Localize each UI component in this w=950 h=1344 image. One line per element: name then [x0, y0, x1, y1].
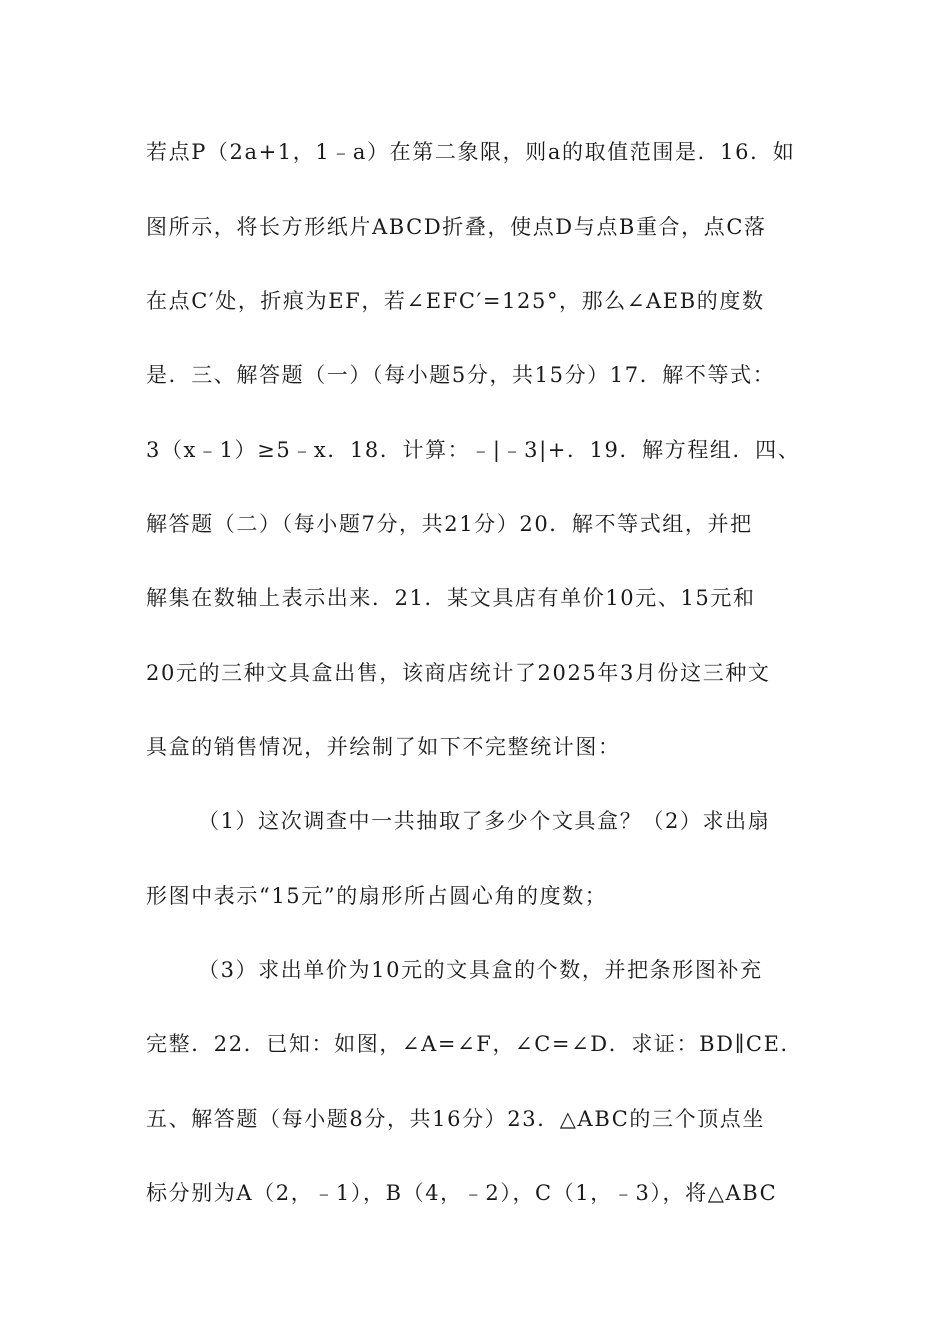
text-line: 是．三、解答题（一）（每小题5分，共15分）17．解不等式： [146, 363, 776, 387]
text-line: 完整．22．已知：如图，∠A=∠F，∠C=∠D．求证：BD∥CE． [146, 1032, 804, 1056]
text-line: 图所示，将长方形纸片ABCD折叠，使点D与点B重合，点C落 [146, 215, 767, 239]
text-line: 若点P（2a+1，1﹣a）在第二象限，则a的取值范围是．16．如 [146, 140, 796, 164]
text-line: 20元的三种文具盒出售，该商店统计了2025年3月份这三种文 [146, 661, 771, 685]
text-line: 解答题（二）（每小题7分，共21分）20．解不等式组，并把 [146, 512, 753, 536]
text-line: 形图中表示“15元”的扇形所占圆心角的度数； [146, 884, 608, 908]
text-line: 具盒的销售情况，并绘制了如下不完整统计图： [146, 735, 621, 759]
text-line: 在点C′处，折痕为EF，若∠EFC′=125°，那么∠AEB的度数 [146, 289, 765, 313]
text-line: 五、解答题（每小题8分，共16分）23．△ABC的三个顶点坐 [146, 1107, 766, 1131]
text-line: （3）求出单价为10元的文具盒的个数，并把条形图补充 [198, 958, 763, 982]
text-line: 标分别为A（2，﹣1），B（4，﹣2），C（1，﹣3），将△ABC [146, 1181, 778, 1205]
text-line: 3（x﹣1）≥5﹣x．18．计算：﹣|﹣3|+．19．解方程组．四、 [146, 438, 801, 462]
text-line: 解集在数轴上表示出来．21．某文具店有单价10元、15元和 [146, 586, 756, 610]
text-line: （1）这次调查中一共抽取了多少个文具盒？（2）求出扇 [198, 809, 771, 833]
